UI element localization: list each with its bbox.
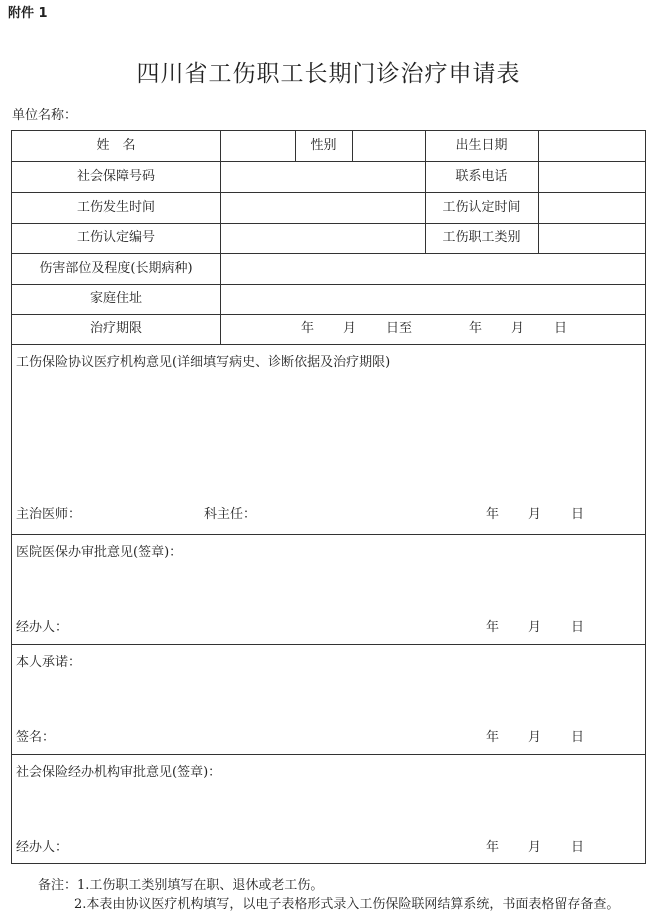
gender-label: 性别: [310, 138, 337, 153]
commitment-label: 本人承诺：: [16, 655, 82, 670]
department-head-label: 科主任：: [204, 507, 257, 522]
row-divider: [12, 223, 645, 224]
date-day: 日: [571, 730, 585, 745]
date-year: 年: [486, 620, 500, 635]
remark-line-2: 2.本表由协议医疗机构填写，以电子表格形式录入工伤保险联网结算系统，书面表格留存备查。: [74, 897, 620, 912]
social-insurance-approval-label: 社会保险经办机构审批意见(签章)：: [16, 765, 222, 780]
row-divider: [12, 161, 645, 162]
column-divider: [220, 131, 221, 344]
confirm-time-label: 工伤认定时间: [442, 200, 521, 215]
period-year-start: 年: [301, 321, 315, 336]
period-day-to: 日至: [386, 321, 413, 336]
row-divider: [12, 344, 645, 345]
unit-name-label: 单位名称：: [12, 108, 78, 123]
row-divider: [12, 192, 645, 193]
signature-label: 签名：: [16, 730, 56, 745]
form-title: 四川省工伤职工长期门诊治疗申请表: [136, 61, 521, 87]
remarks: [38, 876, 619, 914]
handler-label-1: 经办人：: [16, 620, 69, 635]
date-year: 年: [486, 840, 500, 855]
date-year: 年: [486, 730, 500, 745]
date-day: 日: [571, 620, 585, 635]
date-month: 月: [528, 730, 542, 745]
date-month: 月: [528, 840, 542, 855]
date-month: 月: [528, 620, 542, 635]
name-label: 姓 名: [96, 138, 136, 153]
social-security-no-label: 社会保障号码: [76, 169, 155, 184]
remark-line-1: 备注：1.工伤职工类别填写在职、退休或老工伤。: [38, 878, 324, 893]
hospital-approval-label: 医院医保办审批意见(签章)：: [16, 545, 183, 560]
period-month-end: 月: [511, 321, 525, 336]
worker-category-label: 工伤职工类别: [442, 230, 521, 245]
row-divider: [12, 284, 645, 285]
period-day-end: 日: [554, 321, 568, 336]
date-day: 日: [571, 507, 585, 522]
attachment-label: 附件 1: [8, 6, 48, 21]
row-divider: [12, 534, 645, 535]
row-divider: [12, 314, 645, 315]
phone-label: 联系电话: [455, 169, 508, 184]
application-form-table: [11, 130, 646, 864]
address-label: 家庭住址: [89, 291, 142, 306]
date-month: 月: [528, 507, 542, 522]
confirm-no-label: 工伤认定编号: [76, 230, 155, 245]
date-day: 日: [571, 840, 585, 855]
period-year-end: 年: [469, 321, 483, 336]
row-divider: [12, 253, 645, 254]
birth-date-label: 出生日期: [455, 138, 508, 153]
column-divider: [352, 131, 353, 161]
handler-label-2: 经办人：: [16, 840, 69, 855]
injury-time-label: 工伤发生时间: [76, 200, 155, 215]
date-year: 年: [486, 507, 500, 522]
period-month-start: 月: [343, 321, 357, 336]
injury-part-label: 伤害部位及程度(长期病种): [39, 261, 193, 276]
row-divider: [12, 754, 645, 755]
row-divider: [12, 644, 645, 645]
column-divider: [538, 131, 539, 253]
medical-opinion-label: 工伤保险协议医疗机构意见(详细填写病史、诊断依据及治疗期限): [16, 355, 391, 370]
attending-doctor-label: 主治医师：: [16, 507, 82, 522]
treatment-period-label: 治疗期限: [89, 321, 142, 336]
